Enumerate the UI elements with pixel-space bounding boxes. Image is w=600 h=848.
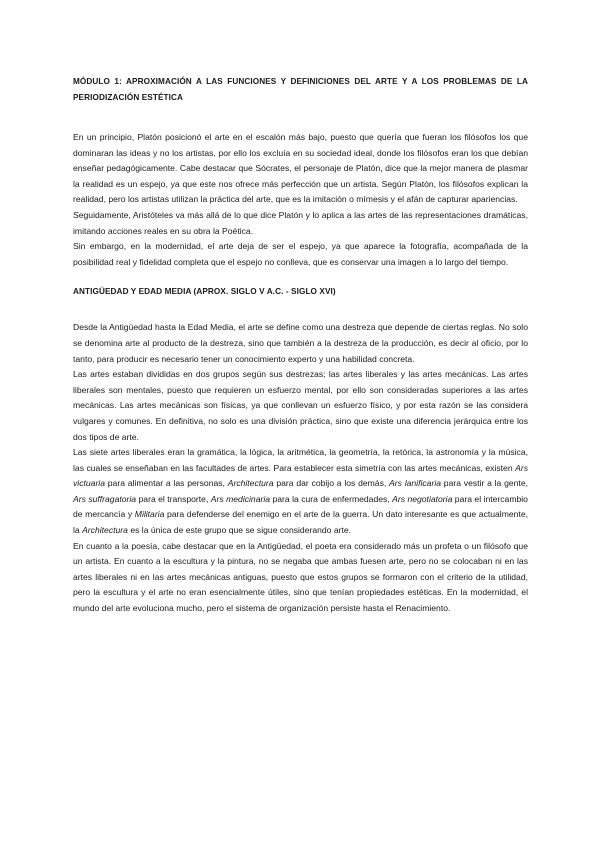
term-ars-negotiatoria: Ars negotiatoria [392, 493, 453, 504]
seven-arts-text-6: para la cura de enfermedades, [270, 493, 393, 504]
paragraph-destreza: Desde la Antigüedad hasta la Edad Media, el arte se define como una destreza que depende de ciertas reglas. No solo se denomina arte al producto de la destreza, sino que también a la destreza de la producción, es decir al oficio, por lo tanto, para producir es necesario tener un conocimiento experto y una habilidad concreta. [73, 322, 528, 364]
section-heading: ANTIGÜEDAD Y EDAD MEDIA (APROX. SIGLO V A.C. - SIGLO XVI) [73, 287, 336, 297]
seven-arts-text-3: para dar cobijo a los demás, [273, 478, 390, 489]
seven-arts-text-4: para vestir a la gente, [441, 478, 528, 489]
term-architectura-2: Architectura [82, 525, 128, 536]
intro-paragraph-plato: En un principio, Platón posicionó el arte en el escalón más bajo, puesto que quería que fueran los filósofos los que dominaran las ideas y no los artistas, por ello los excluía en su sociedad ideal, donde los filósofos eran los que debían enseñar pedagógicamente. Cabe destacar que Sócrates, el personaje de Platón, dice que la mejor manera de plasmar la realidad es un espejo, ya que este nos ofrece más perfección que un artista. Según Platón, los filósofos explican la realidad, pero los artistas utilizan la práctica del arte, que es la imitación o mímesis y el afán de capturar apariencias. [73, 132, 528, 205]
antiguedad-section [73, 320, 528, 616]
module-heading: MÓDULO 1: APROXIMACIÓN A LAS FUNCIONES Y DEFINICIONES DEL ARTE Y A LOS PROBLEMAS DE LA PERIODIZACIÓN ESTÉTICA [73, 77, 528, 102]
seven-arts-text-5: para el transporte, [136, 493, 211, 504]
term-architectura: Architectura [227, 478, 274, 489]
seven-arts-text-7: para el intercambio de mercancía y [73, 493, 528, 520]
term-ars-suffragatoria: Ars suffragatoria [73, 493, 137, 504]
seven-arts-text-8: para defenderse del enemigo en el arte de la guerra. Un dato interesante es que actualmente, la [73, 509, 528, 536]
seven-arts-text-2: para alimentar a las personas, [105, 478, 228, 489]
paragraph-artes-liberales-mecanicas: Las artes estaban divididas en dos grupos según sus destrezas; las artes liberales y las artes mecánicas. Las artes liberales son mentales, puesto que requieren un esfuerzo mental, por ello son consideradas superiores a las artes mecánicas. Las artes mecánicas son físicas, ya que conllevan un esfuerzo físico, y por esta razón se las considera vulgares y comunes. En definitiva, no solo es una división práctica, sino que existe una diferencia jerárquica entre los dos tipos de arte. [73, 369, 528, 442]
seven-arts-text-9: es la única de este grupo que se sigue considerando arte. [127, 525, 352, 536]
term-ars-victuaria: Ars victuaria [73, 462, 528, 489]
paragraph-siete-artes [73, 445, 528, 539]
paragraph-poesia-escultura: En cuanto a la poesía, cabe destacar que en la Antigüedad, el poeta era considerado más un profeta o un filósofo que un artista. En cuanto a la escultura y la pintura, no se negaba que ambas fuesen arte, pero no se colocaban ni en las artes liberales ni en las artes mecánicas antiguas, puesto que estos grupos se formaron con el criterio de la utilidad, pero la escultura y el arte no eran esencialmente útiles, sino que tenían propiedades estéticas. En la modernidad, el mundo del arte evoluciona mucho, pero el sistema de organización persiste hasta el Renacimiento. [73, 540, 528, 614]
intro-paragraph-modernidad: Sin embargo, en la modernidad, el arte deja de ser el espejo, ya que aparece la fotografía, acompañada de la posibilidad real y fidelidad completa que el espejo no conlleva, que es conservar una imagen a lo largo del tiempo. [73, 241, 528, 267]
term-militaria: Militaria [134, 509, 165, 520]
term-ars-lanificaria: Ars lanificaria [389, 478, 442, 489]
term-ars-medicinaria: Ars medicinaria [210, 493, 271, 504]
intro-paragraph-aristoteles: Seguidamente, Aristóteles va más allá de lo que dice Platón y lo aplica a las artes de las representaciones dramáticas, imitando acciones reales en su obra la Poética. [73, 209, 528, 236]
intro-section [73, 130, 528, 270]
seven-arts-text-1: Las siete artes liberales eran la gramática, la lógica, la aritmética, la geometría, la retórica, la astronomía y la música, las cuales se enseñaban en las facultades de artes. Para establecer esta simetría con las artes mecánicas, existen [73, 447, 528, 473]
